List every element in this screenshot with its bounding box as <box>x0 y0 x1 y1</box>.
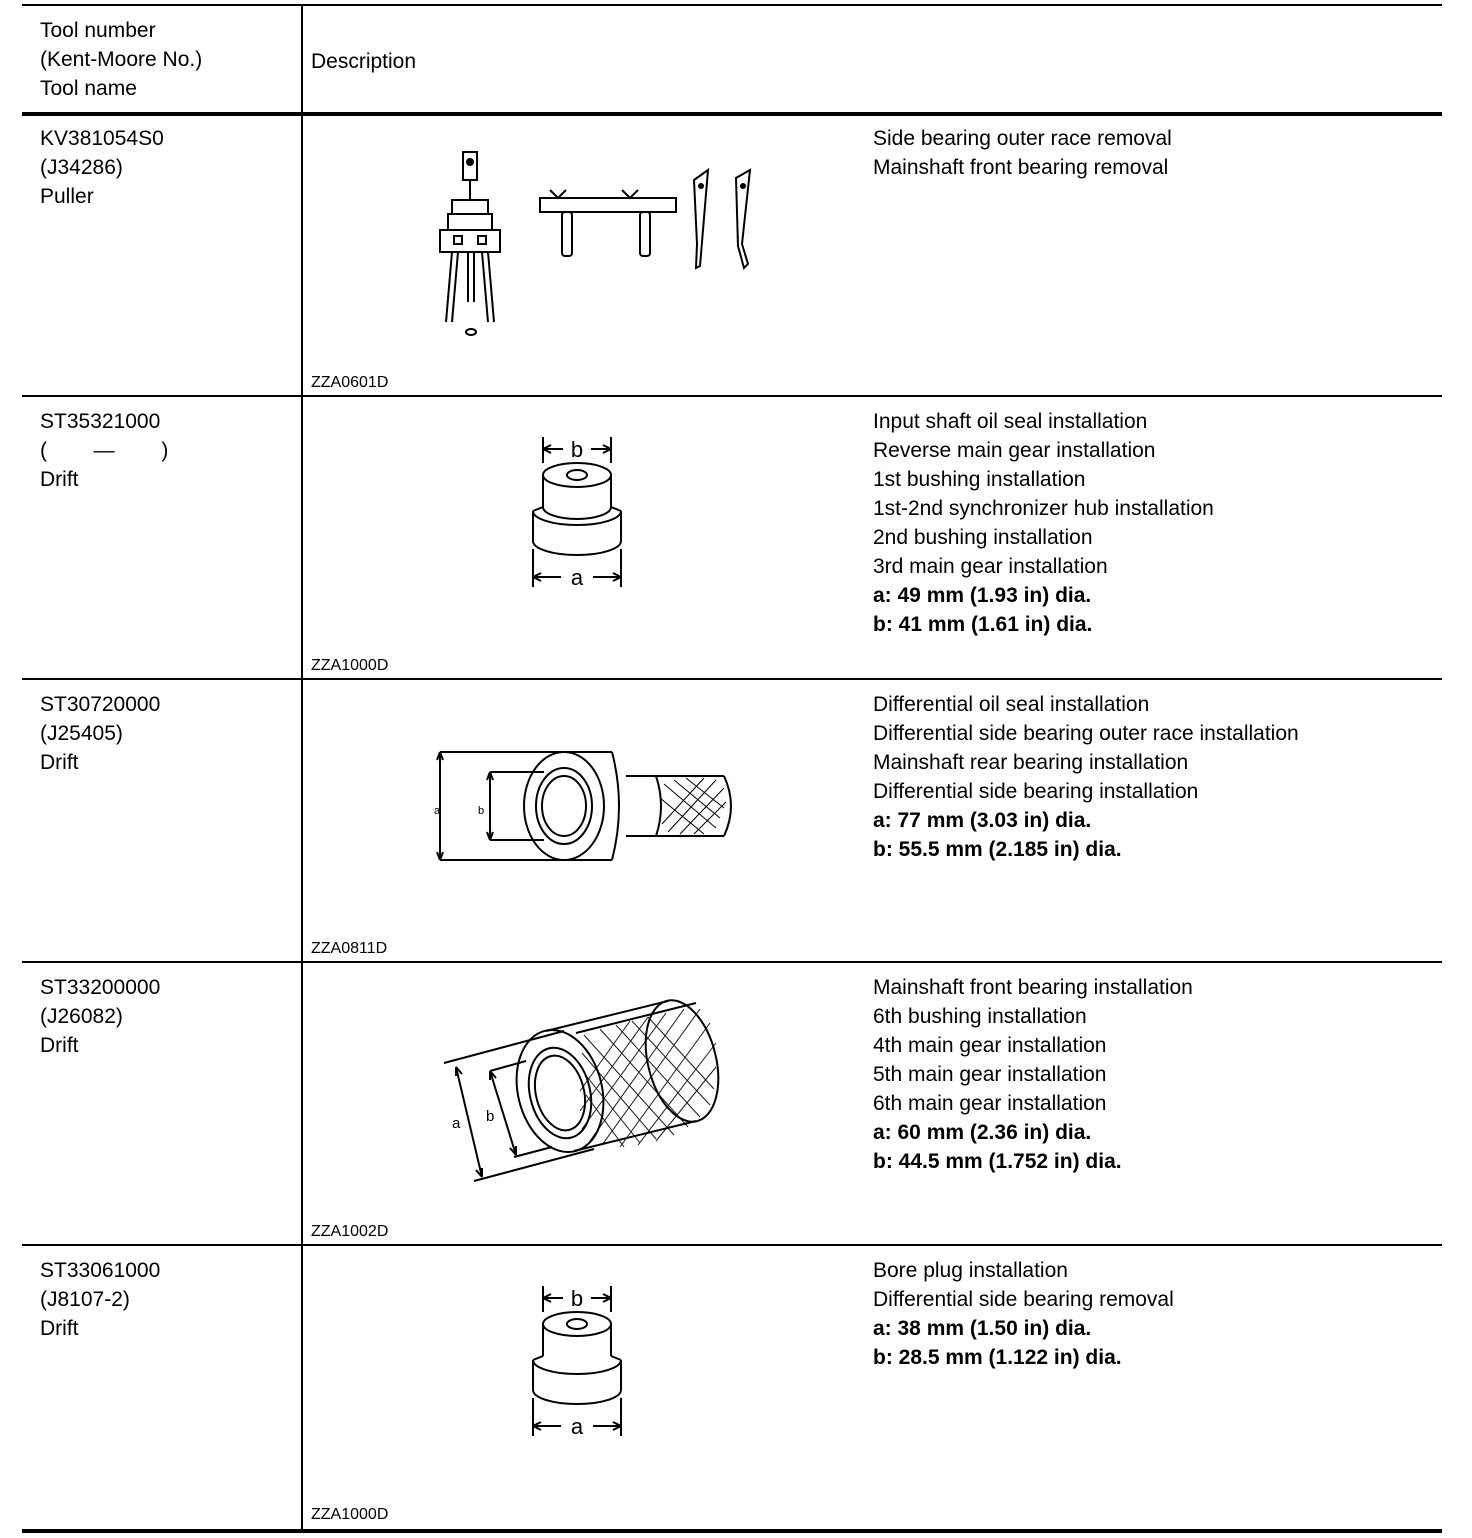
dimension-line: a: 38 mm (1.50 in) dia. <box>873 1317 1092 1340</box>
tool-id-cell <box>40 124 164 211</box>
figure-code: ZZA1002D <box>311 1223 389 1240</box>
row-divider <box>22 961 1442 963</box>
description-line: 1st bushing installation <box>873 468 1086 491</box>
tool-id-cell <box>40 973 160 1060</box>
description-line: 6th main gear installation <box>873 1092 1107 1115</box>
kent-moore-number: (J34286) <box>40 156 123 179</box>
dimension-line: a: 60 mm (2.36 in) dia. <box>873 1121 1092 1144</box>
tool-name: Drift <box>40 751 79 774</box>
dimension-line: a: 49 mm (1.93 in) dia. <box>873 584 1092 607</box>
dim-label-b: b <box>570 437 584 462</box>
dim-label-b: b <box>478 805 485 817</box>
tool-name: Drift <box>40 1034 79 1057</box>
kent-moore-number: (J8107-2) <box>40 1288 130 1311</box>
row-divider <box>22 1244 1442 1246</box>
description-line: 4th main gear installation <box>873 1034 1107 1057</box>
dimension-line: a: 77 mm (3.03 in) dia. <box>873 809 1092 832</box>
tool-name: Drift <box>40 1317 79 1340</box>
description-line: Mainshaft front bearing removal <box>873 156 1169 179</box>
table-row <box>22 399 1442 678</box>
header-kent-moore: (Kent-Moore No.) <box>40 48 203 71</box>
kent-moore-number: ( — ) <box>40 439 169 462</box>
description-line: 1st-2nd synchronizer hub installation <box>873 497 1214 520</box>
tool-id-cell <box>40 407 168 494</box>
description-line: Mainshaft front bearing installation <box>873 976 1193 999</box>
figure-code: ZZA1000D <box>311 657 389 674</box>
dimension-line: b: 44.5 mm (1.752 in) dia. <box>873 1150 1122 1173</box>
description-cell <box>873 690 1299 864</box>
table-row <box>22 116 1442 395</box>
dim-label-b: b <box>486 1108 495 1125</box>
description-cell <box>873 407 1214 639</box>
description-line: Differential oil seal installation <box>873 693 1150 716</box>
description-line: 3rd main gear installation <box>873 555 1108 578</box>
description-line: Differential side bearing installation <box>873 780 1199 803</box>
drift-illustration <box>527 1286 637 1446</box>
row-divider <box>22 678 1442 680</box>
figure-code: ZZA1000D <box>311 1506 389 1523</box>
tool-name: Drift <box>40 468 79 491</box>
tool-number: KV381054S0 <box>40 127 164 150</box>
tool-name: Puller <box>40 185 94 208</box>
tool-number: ST33061000 <box>40 1259 161 1282</box>
description-line: 6th bushing installation <box>873 1005 1087 1028</box>
tool-number: ST30720000 <box>40 693 161 716</box>
description-line: Input shaft oil seal installation <box>873 410 1148 433</box>
drift-illustration <box>434 744 744 868</box>
dim-label-a: a <box>452 1115 461 1132</box>
puller-illustration <box>432 152 772 342</box>
row-divider <box>22 395 1442 397</box>
dim-label-a: a <box>570 565 584 590</box>
kent-moore-number: (J26082) <box>40 1005 123 1028</box>
kent-moore-number: (J25405) <box>40 722 123 745</box>
table-bottom-rule <box>22 1529 1442 1533</box>
description-cell <box>873 973 1193 1176</box>
tool-id-cell <box>40 1256 160 1343</box>
description-cell <box>873 1256 1174 1372</box>
header-tool-name: Tool name <box>40 77 137 100</box>
description-line: Side bearing outer race removal <box>873 127 1172 150</box>
drift-illustration <box>434 995 724 1185</box>
description-line: 2nd bushing installation <box>873 526 1093 549</box>
description-line: Differential side bearing removal <box>873 1288 1174 1311</box>
drift-illustration <box>527 437 637 597</box>
tool-number: ST35321000 <box>40 410 161 433</box>
header-tool-column <box>40 16 202 103</box>
header-description: Description <box>311 50 417 73</box>
special-service-tools-table <box>22 4 1442 1533</box>
header-tool-number: Tool number <box>40 19 156 42</box>
dimension-line: b: 41 mm (1.61 in) dia. <box>873 613 1093 636</box>
figure-code: ZZA0601D <box>311 374 389 391</box>
dimension-line: b: 55.5 mm (2.185 in) dia. <box>873 838 1122 861</box>
description-line: Reverse main gear installation <box>873 439 1156 462</box>
table-row <box>22 1248 1442 1529</box>
tool-number: ST33200000 <box>40 976 161 999</box>
dim-label-a: a <box>570 1414 584 1439</box>
dimension-line: b: 28.5 mm (1.122 in) dia. <box>873 1346 1122 1369</box>
table-top-rule <box>22 4 1442 6</box>
table-row <box>22 965 1442 1244</box>
tool-id-cell <box>40 690 160 777</box>
dim-label-b: b <box>570 1286 584 1311</box>
description-line: Bore plug installation <box>873 1259 1068 1282</box>
figure-code: ZZA0811D <box>311 940 388 957</box>
description-cell <box>873 124 1172 182</box>
description-line: Differential side bearing outer race installation <box>873 722 1299 745</box>
description-line: Mainshaft rear bearing installation <box>873 751 1189 774</box>
table-row <box>22 682 1442 961</box>
description-line: 5th main gear installation <box>873 1063 1107 1086</box>
dim-label-a: a <box>434 805 441 817</box>
